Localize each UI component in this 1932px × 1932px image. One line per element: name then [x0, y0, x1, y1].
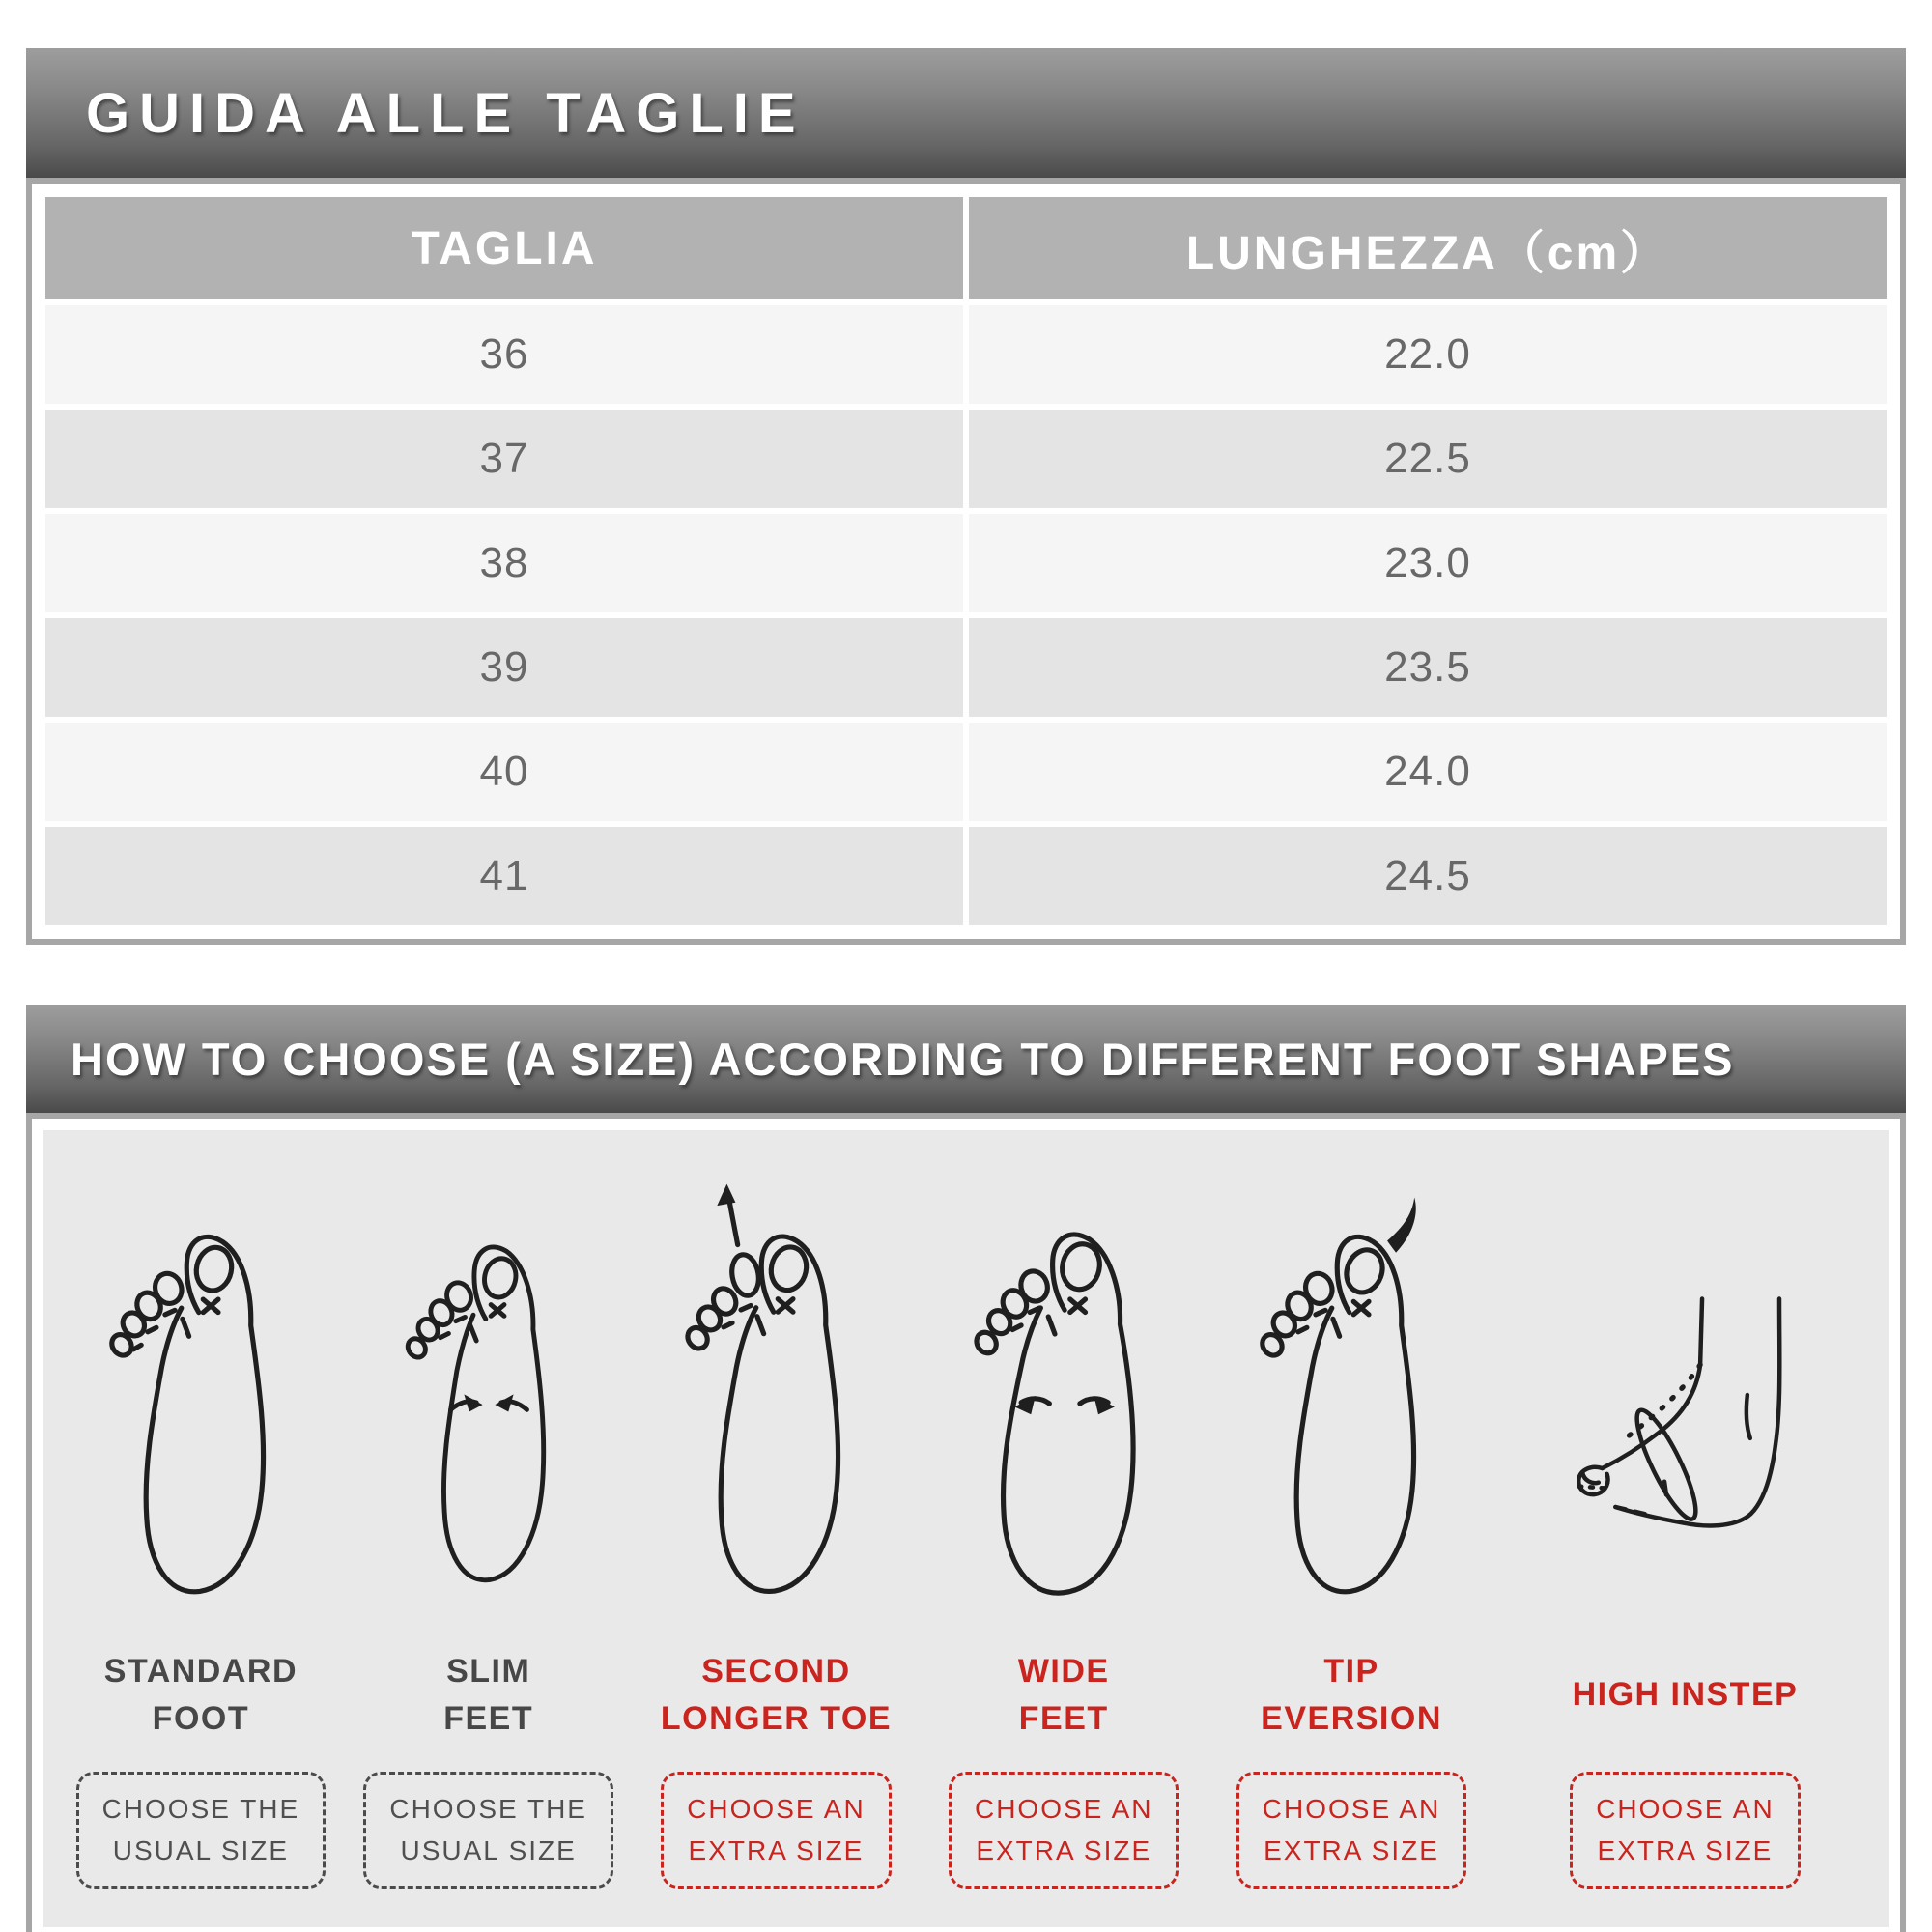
length-cell: 23.5 [969, 618, 1887, 717]
size-table-panel-inner [32, 184, 1900, 939]
size-table-header-row [45, 197, 1887, 299]
slim-feet-icon [381, 1186, 597, 1621]
foot-shapes-panel [26, 1113, 1906, 1932]
size-advice-box: CHOOSE AN EXTRA SIZE [949, 1772, 1179, 1889]
size-cell: 39 [45, 618, 963, 717]
size-cell: 36 [45, 305, 963, 404]
foot-art [662, 1155, 890, 1621]
foot-shape-name: STANDARD FOOT [103, 1652, 298, 1737]
size-advice-box: CHOOSE THE USUAL SIZE [76, 1772, 327, 1889]
high-instep-icon [1553, 1244, 1817, 1621]
size-advice-box: CHOOSE AN EXTRA SIZE [1570, 1772, 1800, 1889]
foot-card-slim [345, 1155, 633, 1889]
length-cell: 23.0 [969, 514, 1887, 612]
size-cell: 38 [45, 514, 963, 612]
length-cell: 24.5 [969, 827, 1887, 925]
size-table-panel [26, 178, 1906, 945]
table-row [45, 723, 1887, 821]
size-cell: 40 [45, 723, 963, 821]
length-cell: 22.5 [969, 410, 1887, 508]
column-header-lunghezza: LUNGHEZZA（cm） [969, 197, 1887, 299]
length-cell: 24.0 [969, 723, 1887, 821]
foot-shapes-grid [43, 1130, 1889, 1927]
size-guide-title: GUIDA ALLE TAGLIE [86, 81, 806, 145]
size-cell: 37 [45, 410, 963, 508]
foot-shapes-title: HOW TO CHOOSE (A SIZE) ACCORDING TO DIFFERENT FOOT SHAPES [71, 1033, 1735, 1085]
size-table [40, 191, 1892, 931]
foot-shape-name: SECOND LONGER TOE [660, 1652, 893, 1737]
foot-card-second-longer-toe [633, 1155, 921, 1889]
foot-card-tip-eversion [1208, 1155, 1495, 1889]
table-row [45, 410, 1887, 508]
foot-shape-name: WIDE FEET [1017, 1652, 1110, 1737]
foot-card-high-instep [1495, 1155, 1875, 1889]
table-row [45, 514, 1887, 612]
foot-art [944, 1155, 1183, 1621]
table-row [45, 618, 1887, 717]
foot-art [1237, 1155, 1465, 1621]
second-longer-toe-icon [662, 1175, 890, 1621]
foot-shape-name: HIGH INSTEP [1572, 1676, 1799, 1714]
wide-feet-icon [944, 1186, 1183, 1621]
table-row [45, 305, 1887, 404]
foot-shape-name: SLIM FEET [443, 1652, 534, 1737]
table-row [45, 827, 1887, 925]
foot-card-wide [920, 1155, 1208, 1889]
foot-shapes-panel-inner [32, 1119, 1900, 1932]
tip-eversion-icon [1237, 1186, 1465, 1621]
length-cell: 22.0 [969, 305, 1887, 404]
size-advice-box: CHOOSE THE USUAL SIZE [363, 1772, 613, 1889]
foot-art [1553, 1155, 1817, 1621]
standard-foot-icon [87, 1186, 315, 1621]
size-cell: 41 [45, 827, 963, 925]
foot-art [87, 1155, 315, 1621]
foot-shape-name: TIP EVERSION [1261, 1652, 1442, 1737]
column-header-taglia: TAGLIA [45, 197, 963, 299]
foot-shapes-header-bar [26, 1005, 1906, 1113]
size-guide-header-bar [26, 48, 1906, 178]
foot-art [381, 1155, 597, 1621]
foot-card-standard [57, 1155, 345, 1889]
size-advice-box: CHOOSE AN EXTRA SIZE [1236, 1772, 1466, 1889]
size-advice-box: CHOOSE AN EXTRA SIZE [661, 1772, 891, 1889]
